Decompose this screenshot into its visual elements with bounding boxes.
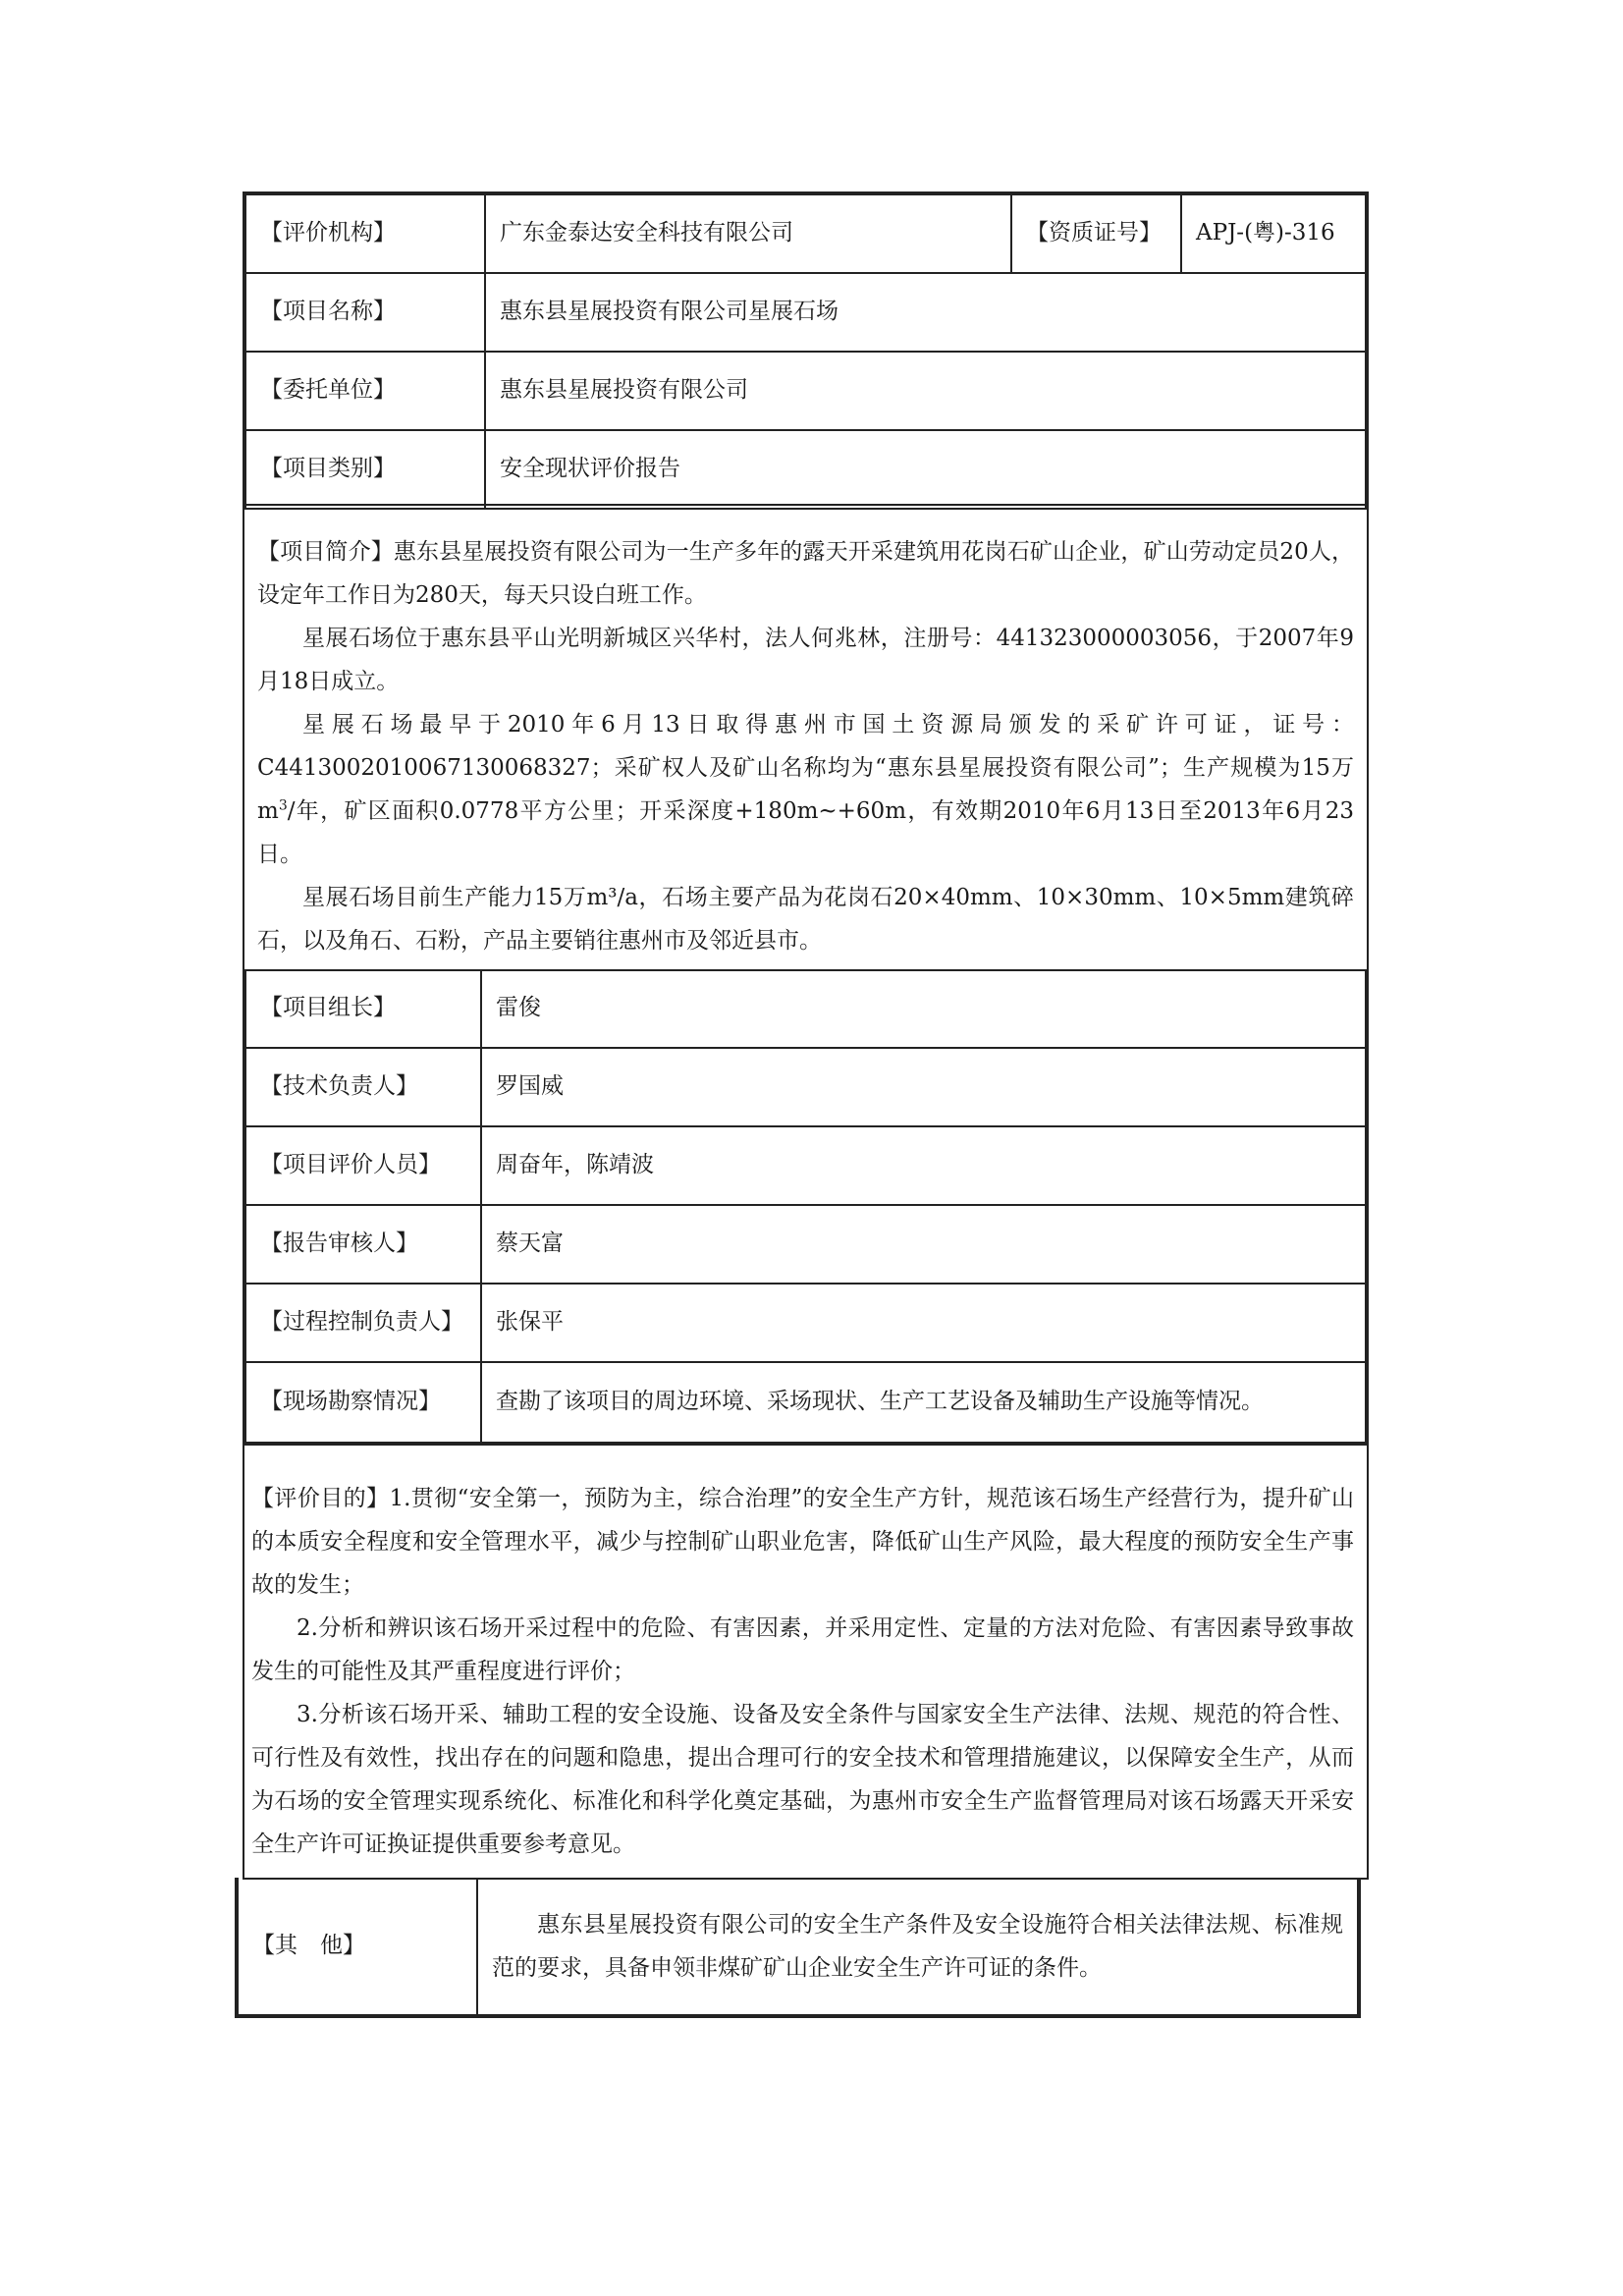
leader-label: 【项目组长】	[245, 969, 481, 1048]
reviewer-label: 【报告审核人】	[245, 1205, 481, 1284]
tech-value: 罗国威	[481, 1048, 1366, 1126]
evaluator-value: 广东金泰达安全科技有限公司	[485, 194, 1011, 273]
purpose-item-3: 3.分析该石场开采、辅助工程的安全设施、设备及安全条件与国家安全生产法律、法规、规范的符合性、可行性及有效性，找出存在的问题和隐患，提出合理可行的安全技术和管理措施建议，以保障安全生产，从而为石场的安全管理实现系统化、标准化和科学化奠定基础，为惠州市安全生产监督管理局对该石场露天开采安全生产许可证换证提供重要参考意见。	[251, 1702, 1354, 1857]
survey-label: 【现场勘察情况】	[245, 1362, 481, 1443]
evaluation-purpose	[251, 1477, 1354, 1866]
other-table	[235, 1878, 1361, 2018]
project-intro	[257, 530, 1354, 962]
project-name-value: 惠东县星展投资有限公司星展石场	[485, 273, 1366, 352]
other-label: 【其 他】	[238, 1878, 477, 2015]
category-value: 安全现状评价报告	[485, 430, 1366, 509]
client-label: 【委托单位】	[245, 352, 485, 430]
evaluator-label: 【评价机构】	[245, 194, 485, 273]
evaluators-value: 周奋年，陈靖波	[481, 1126, 1366, 1205]
intro-paragraph-4: 星展石场目前生产能力15万m³/a，石场主要产品为花岗石20×40mm、10×30mm、10×5mm建筑碎石，以及角石、石粉，产品主要销往惠州市及邻近县市。	[257, 885, 1354, 954]
cert-value: APJ-(粤)-316	[1181, 194, 1366, 273]
tech-label: 【技术负责人】	[245, 1048, 481, 1126]
purpose-label: 【评价目的】	[251, 1486, 390, 1511]
client-value: 惠东县星展投资有限公司	[485, 352, 1366, 430]
evaluators-label: 【项目评价人员】	[245, 1126, 481, 1205]
intro-paragraph-1: 惠东县星展投资有限公司为一生产多年的露天开采建筑用花岗石矿山企业，矿山劳动定员20人，设定年工作日为280天，每天只设白班工作。	[257, 539, 1354, 608]
intro-paragraph-2: 星展石场位于惠东县平山光明新城区兴华村，法人何兆林，注册号：441323000003056，于2007年9月18日成立。	[257, 626, 1354, 694]
other-value: 惠东县星展投资有限公司的安全生产条件及安全设施符合相关法律法规、标准规范的要求，具备申领非煤矿矿山企业安全生产许可证的条件。	[477, 1878, 1358, 2015]
process-label: 【过程控制负责人】	[245, 1284, 481, 1362]
reviewer-value: 蔡天富	[481, 1205, 1366, 1284]
survey-value: 查勘了该项目的周边环境、采场现状、生产工艺设备及辅助生产设施等情况。	[481, 1362, 1366, 1443]
intro-paragraph-3: 星展石场最早于2010年6月13日取得惠州市国土资源局颁发的采矿许可证，证号：C4413002010067130068327；采矿权人及矿山名称均为“惠东县星展投资有限公司”；生产规模为15万$m^3/$年，矿区面积0.0778平方公里；开采深度+180m~+60m，有效期2010年6月13日至2013年6月23日。	[257, 712, 1354, 867]
cert-label: 【资质证号】	[1011, 194, 1181, 273]
category-label: 【项目类别】	[245, 430, 485, 509]
leader-value: 雷俊	[481, 969, 1366, 1048]
purpose-item-2: 2.分析和辨识该石场开采过程中的危险、有害因素，并采用定性、定量的方法对危险、有害因素导致事故发生的可能性及其严重程度进行评价；	[251, 1615, 1354, 1684]
project-name-label: 【项目名称】	[245, 273, 485, 352]
purpose-item-1: 1.贯彻“安全第一，预防为主，综合治理”的安全生产方针，规范该石场生产经营行为，提升矿山的本质安全程度和安全管理水平，减少与控制矿山职业危害，降低矿山生产风险，最大程度的预防安全生产事故的发生；	[251, 1486, 1355, 1598]
staff-table	[243, 969, 1369, 1446]
project-info-table	[243, 191, 1369, 506]
intro-label: 【项目简介】	[257, 539, 394, 565]
process-value: 张保平	[481, 1284, 1366, 1362]
